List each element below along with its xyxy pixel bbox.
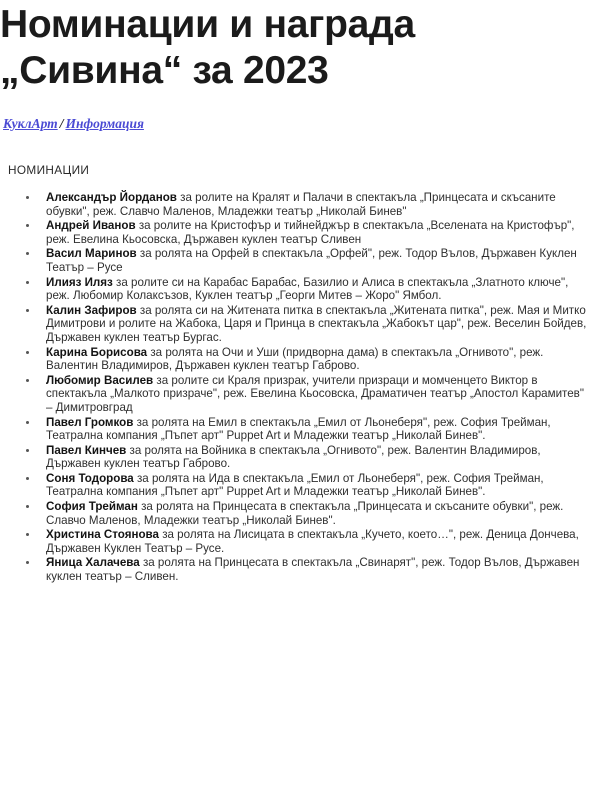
list-item: [0, 191, 600, 218]
list-item: [0, 276, 600, 303]
nominations-list: [0, 191, 600, 584]
nominee-name: Соня Тодорова: [46, 471, 134, 485]
nominee-details: за ролята на Орфей в спектакъла „Орфей", реж. Тодор Вълов, Държавен Куклен Театър – Русе: [46, 247, 577, 274]
nominee-name: Калин Зафиров: [46, 303, 137, 317]
bullet-icon: [26, 477, 29, 480]
nominee-name: Александър Йорданов: [46, 191, 177, 204]
nominee-name: Андрей Иванов: [46, 219, 136, 233]
bullet-icon: [26, 309, 29, 312]
nominee-details: за ролите си на Карабас Барабас, Базилио и Алиса в спектакъла „Златното ключе", реж. Любомир Колаксъзов, Куклен театър „Георги Митев – Жоро" Ямбол.: [46, 275, 569, 303]
breadcrumb-link-kuklart[interactable]: КуклАрт: [3, 116, 58, 131]
nominee-details: за ролята на Ида в спектакъла „Емил от Льонеберя", реж. София Трейман, Театрална компания „Пъпет арт" Puppet Art и Младежки театър „Николай Бинев".: [46, 471, 544, 499]
nominee-name: Илияз Иляз: [46, 275, 113, 289]
nominee-details: за ролята на Очи и Уши (придворна дама) в спектакъла „Огнивото", реж. Валентин Владимиров, Държавен куклен театър Габрово.: [46, 345, 544, 373]
section-heading-nominations: НОМИНАЦИИ: [8, 163, 90, 177]
list-item: [0, 472, 600, 499]
nominee-name: Яница Халачева: [46, 556, 140, 570]
list-item: [0, 416, 600, 443]
nominee-details: за ролята на Войника в спектакъла „Огнивото", реж. Валентин Владимиров, Държавен куклен театър Габрово.: [46, 443, 541, 471]
nominee-name: Павел Громков: [46, 415, 134, 429]
nominee-name: Павел Кинчев: [46, 443, 127, 457]
list-item: [0, 528, 600, 555]
bullet-icon: [26, 505, 29, 508]
nominee-name: Любомир Василев: [46, 373, 154, 387]
list-item: [0, 556, 600, 583]
nominee-details: за ролята на Принцесата в спектакъла „Принцесата и скъсаните обувки", реж. Славчо Маленов, Младежки театър „Николай Бинев".: [46, 500, 564, 527]
list-item: [0, 247, 600, 274]
nominee-name: Христина Стоянова: [46, 528, 159, 542]
nominee-name: София Трейман: [46, 500, 138, 514]
list-item: [0, 346, 600, 373]
nominee-details: за ролите си Краля призрак, учители призраци и момченцето Виктор в спектакъла „Малкото призраче", реж. Евелина Кьосовска, Драматичен театър „Апостол Карамитев" – Димитровград: [46, 373, 584, 414]
breadcrumb-separator: /: [59, 116, 64, 131]
nominee-details: за ролята на Лисицата в спектакъла „Кучето, което…", реж. Деница Дончева, Държавен Куклен Театър – Русе.: [46, 528, 579, 555]
bullet-icon: [26, 252, 29, 255]
nominee-name: Карина Борисова: [46, 345, 148, 359]
bullet-icon: [26, 421, 29, 424]
bullet-icon: [26, 281, 29, 284]
bullet-icon: [26, 379, 29, 382]
list-item: [0, 444, 600, 471]
page-title: Номинации и награда „Сивина“ за 2023: [0, 3, 415, 92]
nominee-name: Васил Маринов: [46, 247, 137, 261]
list-item: [0, 304, 600, 345]
nominee-details: за ролята на Емил в спектакъла „Емил от Льонеберя", реж. София Трейман, Театрална компания „Пъпет арт" Puppet Art и Младежки театър „Николай Бинев".: [46, 415, 551, 443]
bullet-icon: [26, 196, 29, 199]
list-item: [0, 500, 600, 527]
nominee-details: за ролите на Кралят и Палачи в спектакъла „Принцесата и скъсаните обувки", реж. Славчо Маленов, Младежки театър „Николай Бинев": [46, 191, 556, 218]
breadcrumb-link-informaciya[interactable]: Информация: [65, 116, 144, 131]
bullet-icon: [26, 224, 29, 227]
bullet-icon: [26, 351, 29, 354]
bullet-icon: [26, 533, 29, 536]
breadcrumb: [3, 116, 600, 132]
nominee-details: за ролята си на Житената питка в спектакъла „Житената питка", реж. Мая и Митко Димитрови и ролите на Жабока, Царя и Принца в спектакъла „Жабокът цар", реж. Веселин Бойдев, Държавен куклен театър Бургас.: [46, 303, 587, 344]
nominee-details: за ролите на Кристофър и тийнейджър в спектакъла „Вселената на Кристофър", реж. Евелина Кьосовска, Държавен куклен театър Сливен: [46, 219, 575, 246]
nominee-details: за ролята на Принцесата в спектакъла „Свинарят", реж. Тодор Вълов, Държавен куклен театър – Сливен.: [46, 556, 580, 584]
list-item: [0, 374, 600, 415]
bullet-icon: [26, 561, 29, 564]
list-item: [0, 219, 600, 246]
bullet-icon: [26, 449, 29, 452]
